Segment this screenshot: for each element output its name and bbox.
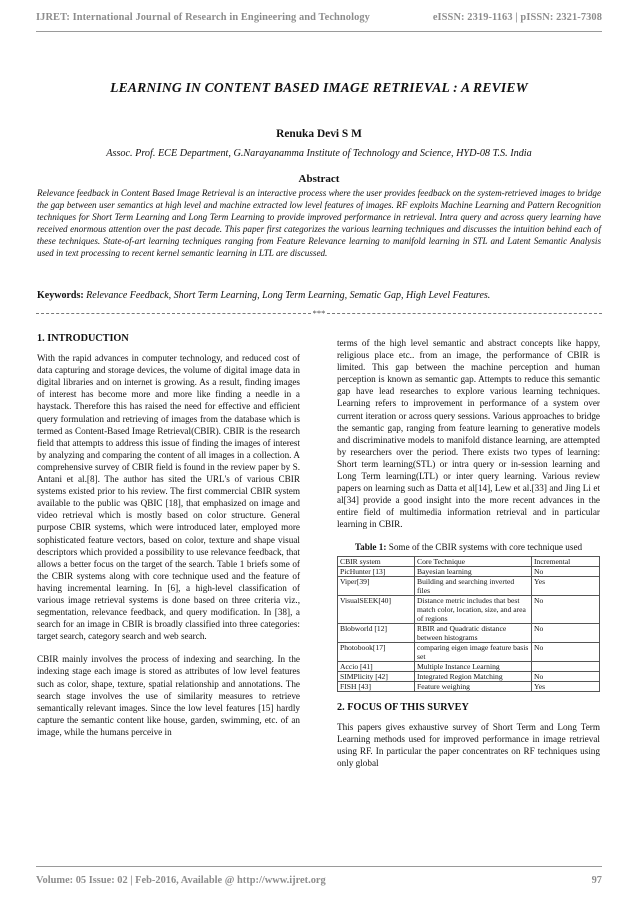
table-header-cell: Core Technique	[415, 556, 532, 566]
table-cell: SIMPlicity [42]	[338, 671, 415, 681]
table-caption	[337, 542, 600, 553]
running-header	[36, 12, 602, 23]
table-cell: Bayesian learning	[415, 566, 532, 576]
table-cell: No	[532, 595, 600, 623]
separator-line-left	[36, 313, 311, 314]
cbir-systems-table	[337, 556, 600, 692]
header-rule	[36, 31, 602, 32]
table-cell: Blobworld [12]	[338, 623, 415, 642]
keywords-label: Keywords:	[37, 290, 84, 301]
paper-title: LEARNING IN CONTENT BASED IMAGE RETRIEVAL : A REVIEW	[110, 80, 528, 95]
introduction-heading: 1. INTRODUCTION	[37, 333, 129, 344]
table-cell: No	[532, 623, 600, 642]
intro-paragraph-3: terms of the high level semantic and abstract concepts like happy, religious place etc.. from an image, the performance of CBIR is limited. This gap between the machine perception and human perception is known as semantic gap. Attempts to reduce this semantic gap have lead researches to explore various learning techniques. Learning refers to improvement in performance of a system over current iteration or across query sessions. Various approaches to bridge the semantic gap, ranging from feature learning to generative models and discriminative models to manifold distance learning, are attempted by researchers over the period. There exists two types of learning: Short term learning(STL) or intra query or in-session learning and Long Term learning(LTL) or inter query learning. Various review papers on learning such as Datta et al[14], Lew et al.[33] and Jing Li et al[34] provide a good insight into the more recent advances in the entire field of multimedia information retrieval and in particular learning in CBIR.	[337, 338, 600, 530]
running-footer	[36, 875, 602, 886]
table-row	[338, 671, 600, 681]
keywords-text: Relevance Feedback, Short Term Learning, Long Term Learning, Sematic Gap, High Level Features.	[86, 290, 491, 301]
table-cell: comparing eigen image feature basis set	[415, 642, 532, 661]
table-row	[338, 642, 600, 661]
separator-line-right	[327, 313, 602, 314]
table-cell: Distance metric includes that best match color, location, size, and area of regions	[415, 595, 532, 623]
intro-paragraph-2: CBIR mainly involves the process of indexing and searching. In the indexing stage each image is stored as attributes of low level features such as color, shape, texture, spatial relationship and annotations. The search stage involves the use of similarity measures to retrieve semantically relevant images. Since the low level features [15] hardly capture the semantic content like house, garden, swimming, etc. of an image, while the humans perceive in	[37, 654, 300, 737]
right-column	[337, 337, 600, 780]
author-affiliation: Assoc. Prof. ECE Department, G.Narayanamma Institute of Technology and Science, HYD-08 T.S. India	[106, 148, 532, 159]
issn-info: eISSN: 2319-1163 | pISSN: 2321-7308	[432, 12, 602, 23]
table-caption-label: Table 1:	[354, 541, 387, 552]
table-cell: RBIR and Quadratic distance between histograms	[415, 623, 532, 642]
page-number: 97	[591, 875, 602, 886]
table-cell: PicHunter [13]	[338, 566, 415, 576]
focus-paragraph-1: This papers gives exhaustive survey of Short Term and Long Term Learning methods used for improved performance in image retrieval using RF. In particular the paper concentrates on RF techniques using only global	[337, 721, 600, 768]
separator-stars: ***	[312, 308, 326, 318]
table-cell: No	[532, 642, 600, 661]
table-cell: Photobook[17]	[338, 642, 415, 661]
focus-heading: 2. FOCUS OF THIS SURVEY	[337, 701, 469, 713]
keywords-line	[37, 290, 601, 301]
table-header-row	[338, 556, 600, 566]
table-row	[338, 595, 600, 623]
table-row	[338, 623, 600, 642]
table-cell: Accio [41]	[338, 661, 415, 671]
section-separator	[36, 308, 602, 318]
volume-info: Volume: 05 Issue: 02 | Feb-2016, Available @ http://www.ijret.org	[36, 875, 326, 886]
abstract-heading: Abstract	[298, 173, 340, 185]
footer-rule	[36, 866, 602, 867]
abstract-body: Relevance feedback in Content Based Image Retrieval is an interactive process where the user provides feedback on the system-retrieved images to bridge the gap between user semantics at high level and machine extracted low level features of images. RF exploits Machine Learning and Pattern Recognition techniques for Short Term Learning and Long Term Learning to provide improved performance in retrieval. Intra query and across query learning have received enormous attention over the past decade. This paper first categorizes the various learning techniques and discusses the intuition behind each of these techniques. State-of-art learning techniques ranging from Feature Relevance learning to manifold learning in STL and Latent Semantic Analysis used in text processing to recent kernel semantic learning in LTL are discussed.	[37, 188, 601, 258]
table-row	[338, 661, 600, 671]
table-cell: FISH [43]	[338, 681, 415, 691]
table-row	[338, 566, 600, 576]
intro-paragraph-1: With the rapid advances in computer technology, and reduced cost of data capturing and storage devices, the volume of digital image data in digital libraries and on internet is growing. As a result, finding images of interest has become more and more like finding a needle in a haystack. Therefore this has raised the need for effective and efficient query formulation and retrieving of images from the database which is termed as Content-Based Image Retrieval(CBIR). CBIR is the research field that attempts to address this issue of finding the images of interest by analyzing and comparing the content of all images in a collection. A comprehensive survey of CBIR field is found in the review paper by S. Antani et al.[8]. The author has sited the URL's of various CBIR systems existed prior to his review. The first commercial CBIR system available to the public was QBIC [18], that emphasized on image and video retrieval which is mostly based on color structure. General purpose CBIR systems, which were introduced later, employed more sophisticated feature vectors, based on color, texture and shape visual descriptors which provided a possibility to use relevance feedback, that allows a better focus on the target of the search. Table 1 briefs some of the CBIR systems along with core technique used and the feature of having incremental learning. In [6], a high-level classification of various image retrieval systems is done based on three criteria viz., segmentation, relevance feedback, and query modification. In [38], a search for an image in CBIR is broadly classified into three categories: target search, category search and web search.	[37, 353, 300, 642]
left-column	[37, 333, 300, 749]
table-cell: No	[532, 671, 600, 681]
table-cell: Integrated Region Matching	[415, 671, 532, 681]
table-caption-text: Some of the CBIR systems with core technique used	[388, 541, 583, 552]
table-cell	[532, 661, 600, 671]
table-cell: Viper[39]	[338, 576, 415, 595]
table-cell: Building and searching inverted files	[415, 576, 532, 595]
table-cell: Feature weighing	[415, 681, 532, 691]
table-header-cell: CBIR system	[338, 556, 415, 566]
table-header-cell: Incremental	[532, 556, 600, 566]
table-cell: VisualSEEK[40]	[338, 595, 415, 623]
table-row	[338, 681, 600, 691]
table-cell: Yes	[532, 576, 600, 595]
table-cell: Yes	[532, 681, 600, 691]
author-name: Renuka Devi S M	[276, 128, 362, 140]
table-cell: Multiple Instance Learning	[415, 661, 532, 671]
journal-name: IJRET: International Journal of Research in Engineering and Technology	[36, 12, 370, 23]
table-cell: No	[532, 566, 600, 576]
table-row	[338, 576, 600, 595]
